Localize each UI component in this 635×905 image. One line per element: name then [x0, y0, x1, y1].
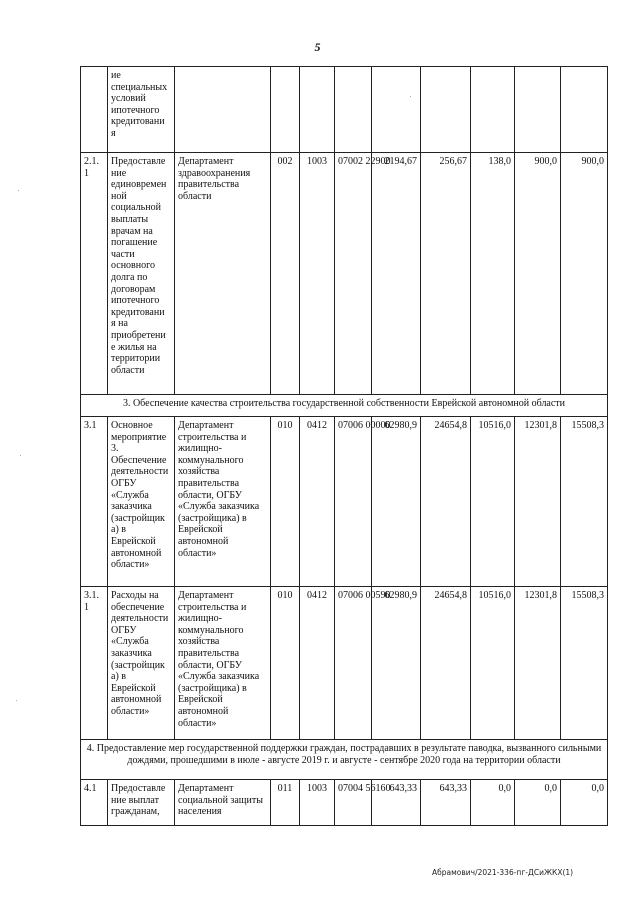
table-row	[81, 780, 608, 826]
row-code-2: 1003	[300, 153, 335, 395]
row-index	[81, 67, 108, 153]
row-code-2: 0412	[300, 587, 335, 740]
row-department: Департамент строительства и жилищно- коммунального хозяйства правительства области, ОГБУ «Служба заказчика (застройщика) в Еврейской автономной области»	[175, 587, 271, 740]
row-value-1: 643,33	[372, 780, 421, 826]
row-value-1: 62980,9	[372, 417, 421, 587]
row-value-3: 10516,0	[471, 417, 515, 587]
section-row	[81, 740, 608, 780]
row-value-3: 10516,0	[471, 587, 515, 740]
row-department: Департамент здравоохранения правительства области	[175, 153, 271, 395]
row-value-5: 900,0	[561, 153, 608, 395]
row-value-3: 138,0	[471, 153, 515, 395]
budget-table	[80, 66, 608, 826]
section-heading: 3. Обеспечение качества строительства государственной собственности Еврейской автономной области	[81, 395, 608, 417]
row-code-2	[300, 67, 335, 153]
row-value-5: 0,0	[561, 780, 608, 826]
row-value-4: 12301,8	[515, 587, 561, 740]
row-value-2: 24654,8	[421, 417, 471, 587]
row-value-4: 900,0	[515, 153, 561, 395]
row-code-2: 0412	[300, 417, 335, 587]
row-code-3	[335, 67, 372, 153]
row-code-3: 07004 56160	[335, 780, 372, 826]
scan-speck	[410, 96, 411, 97]
row-code-1	[271, 67, 300, 153]
row-value-2: 256,67	[421, 153, 471, 395]
row-value-2	[421, 67, 471, 153]
row-code-3: 07006 00590	[335, 587, 372, 740]
row-value-1: 2194,67	[372, 153, 421, 395]
row-value-4: 12301,8	[515, 417, 561, 587]
row-value-4: 0,0	[515, 780, 561, 826]
row-value-5: 15508,3	[561, 587, 608, 740]
row-department	[175, 67, 271, 153]
row-value-4	[515, 67, 561, 153]
row-code-1: 002	[271, 153, 300, 395]
row-value-3	[471, 67, 515, 153]
table-row	[81, 153, 608, 395]
row-value-1: 62980,9	[372, 587, 421, 740]
row-index: 3.1. 1	[81, 587, 108, 740]
row-value-5	[561, 67, 608, 153]
document-footer: Абрамович/2021-336-пг-ДСиЖКХ(1)	[432, 868, 574, 877]
row-code-1: 010	[271, 587, 300, 740]
row-value-2: 24654,8	[421, 587, 471, 740]
row-code-1: 011	[271, 780, 300, 826]
section-heading: 4. Предоставление мер государственной поддержки граждан, пострадавших в результате паводка, вызванного сильными дождями, прошедшими в июле - августе 2019 г. и августе - сентябре 2020 года на территории области	[81, 740, 608, 780]
row-code-1: 010	[271, 417, 300, 587]
section-row	[81, 395, 608, 417]
row-department: Департамент социальной защиты населения	[175, 780, 271, 826]
row-code-3: 07006 00000	[335, 417, 372, 587]
row-value-1	[372, 67, 421, 153]
page-number: 5	[314, 40, 321, 54]
row-code-2: 1003	[300, 780, 335, 826]
table-row	[81, 417, 608, 587]
scan-speck	[16, 700, 17, 701]
row-name: Расходы на обеспечение деятельности ОГБУ «Служба заказчика (застройщик а) в Еврейской автономной области»	[108, 587, 175, 740]
row-department: Департамент строительства и жилищно- коммунального хозяйства правительства области, ОГБУ «Служба заказчика (застройщика) в Еврейской автономной области»	[175, 417, 271, 587]
row-name: Основное мероприятие 3. Обеспечение деятельности ОГБУ «Служба заказчика (застройщик а) в Еврейской автономной области»	[108, 417, 175, 587]
row-index: 3.1	[81, 417, 108, 587]
row-value-5: 15508,3	[561, 417, 608, 587]
table-row	[81, 587, 608, 740]
row-index: 2.1. 1	[81, 153, 108, 395]
row-value-3: 0,0	[471, 780, 515, 826]
row-code-3: 07002 22900	[335, 153, 372, 395]
scan-speck	[20, 455, 21, 456]
row-name: ие специальных условий ипотечного кредитовани я	[108, 67, 175, 153]
scan-speck	[18, 190, 19, 191]
table-row	[81, 67, 608, 153]
row-name: Предоставле ние единовремен ной социальной выплаты врачам на погашение части основного долга по договорам ипотечного кредитовани я на приобретени е жилья на территории области	[108, 153, 175, 395]
row-name: Предоставле ние выплат гражданам,	[108, 780, 175, 826]
row-value-2: 643,33	[421, 780, 471, 826]
row-index: 4.1	[81, 780, 108, 826]
